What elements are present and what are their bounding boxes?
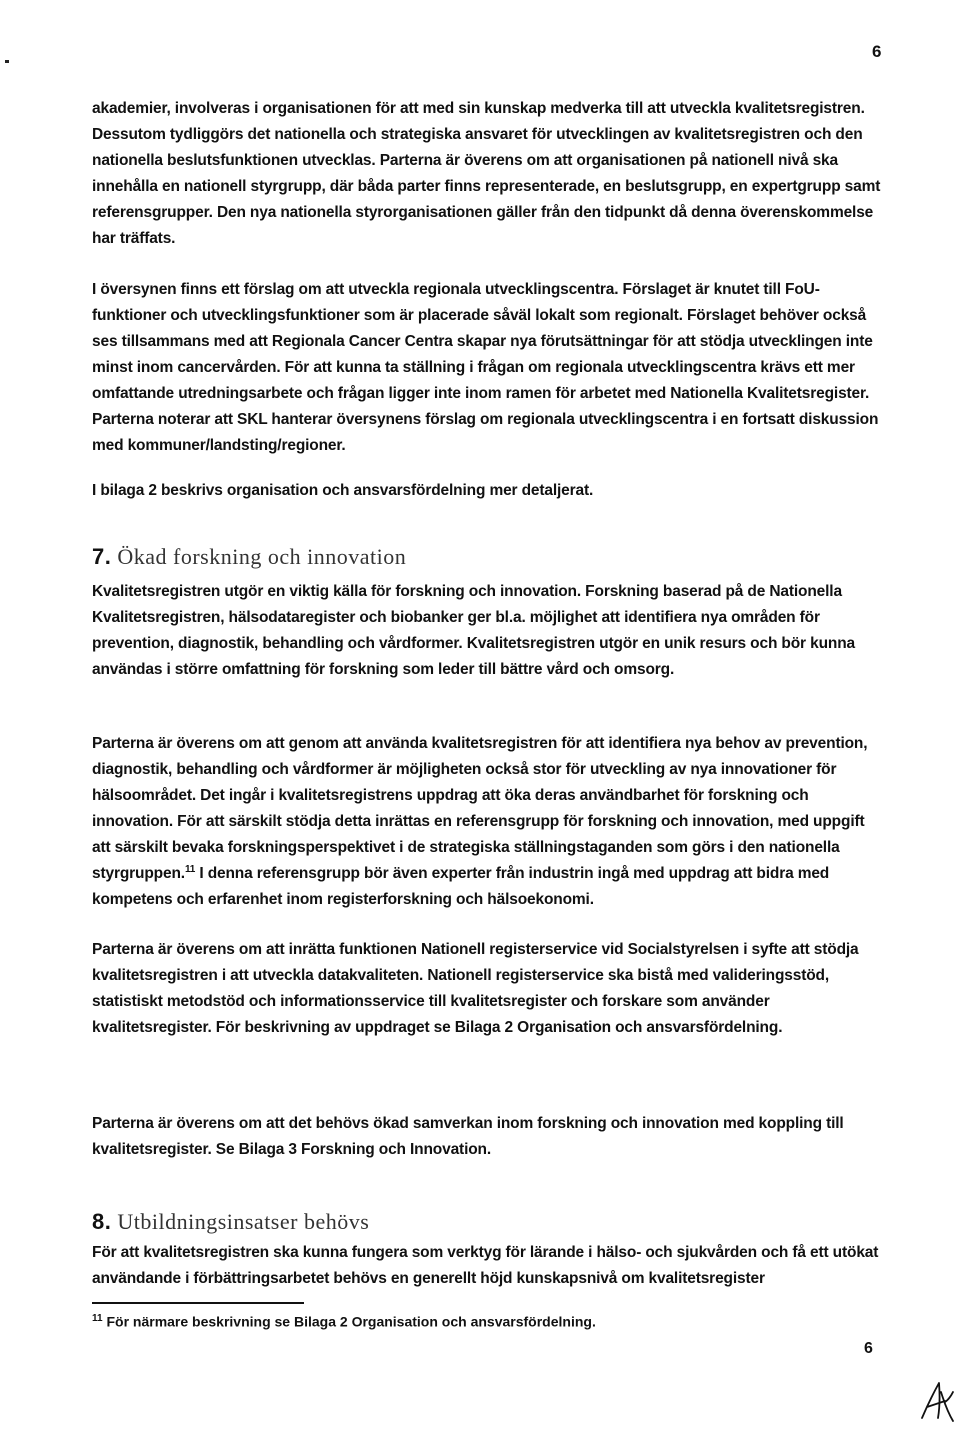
- section-title: Utbildningsinsatser behövs: [117, 1209, 370, 1234]
- paragraph-education: För att kvalitetsregistren ska kunna fungera som verktyg för lärande i hälso- och sjukvården och få ett utökat användande i förbättringsarbetet behövs en generellt höjd kunskapsnivå om kvalitetsregister: [92, 1244, 879, 1287]
- paragraph-innovation-text-a: Parterna är överens om att genom att använda kvalitetsregistren för att identifiera nya behov av prevention, diagnostik, behandling och vårdformer är möjligheten också stor för utveckling av nya innovationer för hälsoområdet. Det ingår i kvalitetsregistrens uppdrag att öka deras användbarhet för forskning och innovation. För att särskilt stödja detta inrättas en referensgrupp för forskning och innovation, med uppgift att särskilt bevaka forskningsperspektivet i de strategiska ställningstaganden som görs i den nationella styrgruppen.: [92, 735, 868, 882]
- paragraph-appendix-2: I bilaga 2 beskrivs organisation och ansvarsfördelning mer detaljerat.: [92, 482, 594, 499]
- section-heading-7: [92, 544, 406, 570]
- section-number: 7.: [92, 544, 112, 569]
- footnote-reference: 11: [184, 863, 196, 875]
- paragraph-registerservice: Parterna är överens om att inrätta funktionen Nationell registerservice vid Socialstyrelsen i syfte att stödja kvalitetsregistren i att utveckla datakvaliteten. Nationell registerservice ska bistå med valideringsstöd, statistiskt metodstöd och informationsservice till kvalitetsregister och forskare som använder kvalitetsregister. För beskrivning av uppdraget se Bilaga 2 Organisation och ansvarsfördelning.: [92, 941, 859, 1036]
- paragraph-regional-centres: I översynen finns ett förslag om att utveckla regionala utvecklingscentra. Förslaget är knutet till FoU-funktioner och utvecklingsfunktioner som är placerade såväl lokalt som regionalt. Förslaget behöver också ses tillsammans med att Regionala Cancer Centra skapar nya förutsättningar för att stödja utvecklingen inte minst inom cancervården. För att kunna ta ställning i frågan om regionala utvecklingscentra krävs ett mer omfattande utredningsarbete och frågan ligger inte inom ramen för arbetet med Nationella Kvalitetsregister. Parterna noterar att SKL hanterar översynens förslag om regionala utvecklingscentra i en fortsatt diskussion med kommuner/landsting/regioner.: [92, 281, 879, 454]
- section-number: 8.: [92, 1209, 112, 1234]
- footnote-number: 11: [92, 1313, 103, 1324]
- footnote: [92, 1313, 596, 1330]
- paragraph-innovation-text-b: I denna referensgrupp bör även experter från industrin ingå med uppdrag att bidra med kompetens och erfarenhet inom registerforskning och hälsoekonomi.: [92, 865, 830, 908]
- handwritten-initials-signature: [918, 1380, 956, 1424]
- page-number-top: 6: [872, 42, 882, 61]
- paragraph-cooperation: Parterna är överens om att det behövs ökad samverkan inom forskning och innovation med koppling till kvalitetsregister. Se Bilaga 3 Forskning och Innovation.: [92, 1115, 844, 1158]
- footnote-divider: [92, 1302, 304, 1304]
- footnote-text: För närmare beskrivning se Bilaga 2 Organisation och ansvarsfördelning.: [106, 1313, 596, 1330]
- paragraph-research-source: Kvalitetsregistren utgör en viktig källa för forskning och innovation. Forskning baserad på de Nationella Kvalitetsregistren, hälsodataregister och biobanker ger bl.a. möjlighet att identifiera nya områden för prevention, diagnostik, behandling och vårdformer. Kvalitetsregistren utgör en unik resurs och bör kunna användas i större omfattning för forskning som leder till bättre vård och omsorg.: [92, 583, 855, 678]
- paragraph-innovation: [92, 731, 882, 913]
- section-heading-8: [92, 1209, 369, 1235]
- paragraph-organisation: akademier, involveras i organisationen för att med sin kunskap medverka till att utveckla kvalitetsregistren. Dessutom tydliggörs det nationella och strategiska ansvaret för utvecklingen av kvalitetsregistren och den nationella beslutsfunktionen utvecklas. Parterna är överens om att organisationen på nationell nivå ska innehålla en nationell styrgrupp, där båda parter finns representerade, en beslutsgrupp, en expertgrupp samt referensgrupper. Den nya nationella styrorganisationen gäller från den tidpunkt då denna överenskommelse har träffats.: [92, 100, 881, 247]
- section-title: Ökad forskning och innovation: [117, 544, 407, 569]
- page-number-bottom: 6: [864, 1340, 873, 1357]
- stray-mark: [5, 60, 9, 63]
